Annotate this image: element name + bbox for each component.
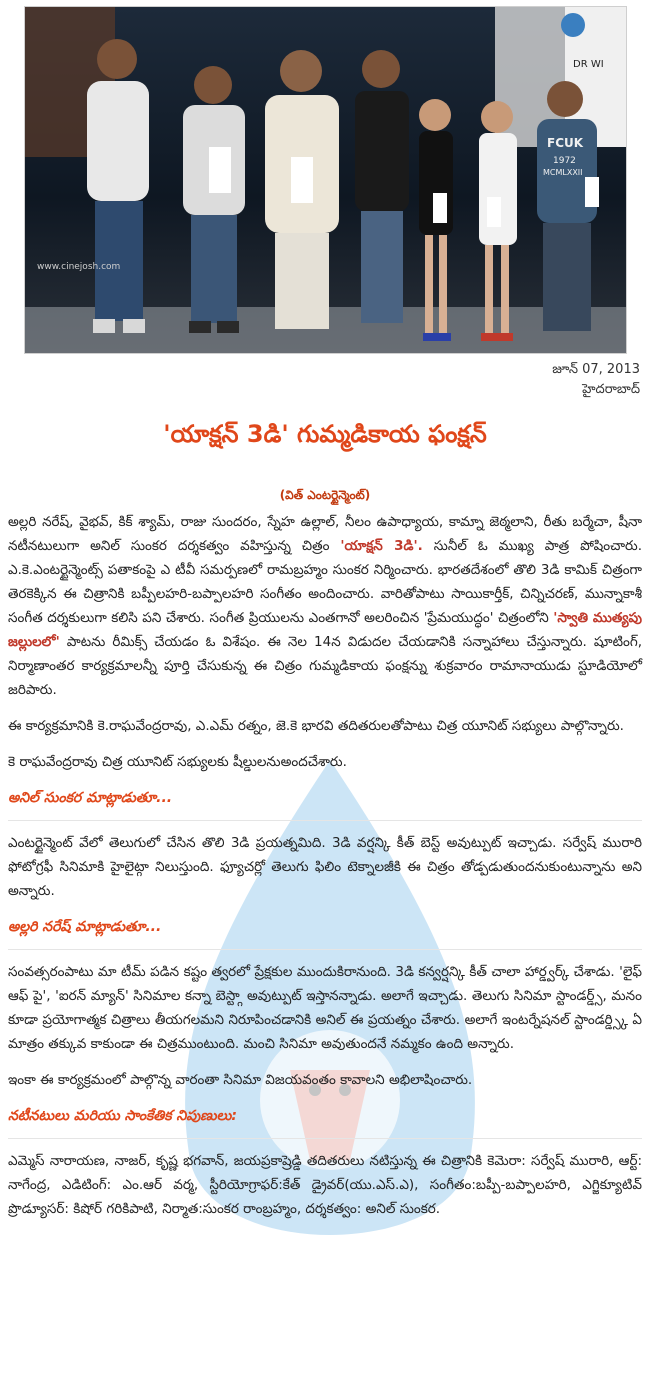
channel-logo-icon: [561, 13, 585, 37]
person-1: [87, 39, 149, 333]
person-2: [183, 66, 245, 333]
dateline: [552, 360, 640, 400]
article-headline: 'యాక్షన్ 3డి' గుమ్మడికాయ ఫంక్షన్: [163, 420, 487, 448]
paragraph-shields: కె రాఘవేంద్రరావు చిత్ర యూనిట్ సభ్యులకు షీల్డులనుఅందచేశారు.: [8, 754, 347, 770]
paragraph-cast-crew: ఎమ్మెస్ నారాయణ, నాజర్, కృష్ణ భగవాన్, జయప్రకాష్రెడ్డి తదితరులు నటిస్తున్న ఈ చిత్రానికి కెమెరా: సర్వేష్ మురారి, ఆర్ట్: నాగేంద్ర, ఎడిటింగ్: ఎం.ఆర్ వర్మ, స్టీరియోగ్రాఫర్:కేత్ డ్రైవర్(యు.ఎస్.ఎ), సంగీతం:బప్పీ-బప్పాలహరి, ఎగ్జిక్యూటివ్ ప్రొడ్యూసర్: కిషోర్ గరికిపాటి, నిర్మాత:సుంకర రాంబ్రహ్మం, దర్శకత్వం: అనిల్ సుంకర.: [8, 1153, 642, 1217]
paragraph-wishes: ఇంకా ఈ కార్యక్రమంలో పాల్గొన్న వారంతా సినిమా విజయవంతం కావాలని అభిలాషించారు.: [8, 1072, 473, 1088]
photo-watermark: www.cinejosh.com: [37, 262, 121, 272]
tshirt-roman: MCMLXXII: [543, 168, 583, 177]
divider: [8, 1138, 642, 1139]
section-head-naresh: అల్లరి నరేష్ మాట్లాడుతూ...: [8, 919, 162, 935]
section-head-anil: అనిల్ సుంకర మాట్లాడుతూ...: [8, 790, 173, 806]
divider: [8, 949, 642, 950]
tshirt-brand: FCUK: [547, 136, 584, 150]
tshirt-year: 1972: [553, 156, 576, 166]
article-date: జూన్ 07, 2013: [552, 362, 640, 377]
banner-text: DR WI: [573, 59, 604, 70]
section-head-cast-crew: నటీనటులు మరియు సాంకేతిక నిపుణులు:: [8, 1108, 237, 1124]
paragraph-guests: ఈ కార్యక్రమానికి కె.రాఘవేంద్రరావు, ఎ.ఎమ్ రత్నం, జె.కె భారవి తదితరులతోపాటు చిత్ర యూనిట్ సభ్యులు పాల్గొన్నారు.: [8, 718, 624, 734]
paragraph-anil-quote: ఎంటర్టైన్మెంట్ వేలో తెలుగులో చేసిన తొలి 3డి ప్రయత్నమిది. 3డి వర్షన్కి కీత్ బెస్ట్ అవుట్పుట్ ఇచ్చాడు. సర్వేష్ మురారి ఫోటోగ్రఫీ సినిమాకి హైలైట్గా నిలుస్తుంది. ఫ్యూచర్లో తెలుగు ఫిలిం టెక్నాలజీకి ఈ చిత్రం తోడ్పడుతుందనుకుంటున్నాను అని అన్నారు.: [8, 835, 642, 899]
event-photo: [24, 6, 627, 354]
article-body: [8, 510, 642, 1233]
article-byline: (విత్ ఎంటర్టైన్మెంట్): [279, 488, 371, 502]
divider: [8, 820, 642, 821]
event-photo-illustration: [25, 7, 626, 353]
paragraph-naresh-quote: సంవత్సరంపాటు మా టీమ్ పడిన కష్టం త్వరలో ప్రేక్షకుల ముందుకిరానుంది. 3డి కన్వర్షన్కి కీత్ చాలా హార్డ్వర్క్ చేశాడు. 'లైఫ్ ఆఫ్ పై', 'ఐరన్ మ్యాన్' సినిమాల కన్నా బెస్ట్గా అవుట్పుట్ ఇస్తానన్నాడు. అలాగే ఇచ్చాడు. తెలుగు సినిమా స్టాండర్డ్స్, మనం కూడా ప్రయోగాత్మక చిత్రాలు తీయగలమని నిరూపించడానికి అనిల్ ఈ ప్రయత్నం చేశారు. అలాగే ఇంటర్నేషనల్ స్టాండర్డ్స్కి ఏ మాత్రం తక్కువ కాకుండా ఈ చిత్రముంటుంది. మంచి సినిమా అవుతుందనే నమ్మకం ఉంది అన్నారు.: [8, 964, 642, 1052]
movie-title-highlight: 'యాక్షన్ 3డి'.: [340, 538, 423, 554]
article-place: హైదరాబాద్: [582, 382, 640, 397]
song-title-highlight: 'స్వాతి ముత్యపు జల్లులలో': [8, 610, 642, 650]
paragraph-intro: అల్లరి నరేష్, వైభవ్, కిక్ శ్యామ్, రాజు సుందరం, స్నేహ ఉల్లాల్, నీలం ఉపాధ్యాయ, కామ్నా జెఠ్మలాని, రీతు బర్మేచా, షీనా నటీనటులుగా అనిల్ సుంకర దర్శకత్వం వహిస్తున్న చిత్రం 'యాక్షన్ 3డి'. సునీల్ ఓ ముఖ్య పాత్ర పోషించారు. ఎ.కె.ఎంటర్టైన్మెంట్స్ పతాకంపై ఎ టీవీ సమర్పణలో రామబ్రహ్మం సుంకర నిర్మించారు. భారతదేశంలో తొలి 3డి కామిక్ చిత్రంగా తెరకెక్కిన ఈ చిత్రానికి బప్పీలహరి-బప్పాలహరి సంగీతం అందించారు. వారితోపాటు సాయికార్తీక్, చిన్నిచరణ్, మున్నాకాశీ సంగీత దర్శకులుగా కలిసి పని చేశారు. సంగీత ప్రియులను ఎంతగానో అలరించిన 'ప్రేమయుద్ధం' చిత్రంలోని 'స్వాతి ముత్యపు జల్లులలో' పాటను రీమిక్స్ చేయడం ఓ విశేషం. ఈ నెల 14న విడుదల చేయడానికి సన్నాహాలు చేస్తున్నారు. షూటింగ్, నిర్మాణాంతర కార్యక్రమాలన్నీ పూర్తి చేసుకున్న ఈ చిత్రం గుమ్మడికాయ ఫంక్షన్ను శుక్రవారం రామానాయుడు స్టూడియోలో జరిపారు.: [8, 514, 643, 698]
